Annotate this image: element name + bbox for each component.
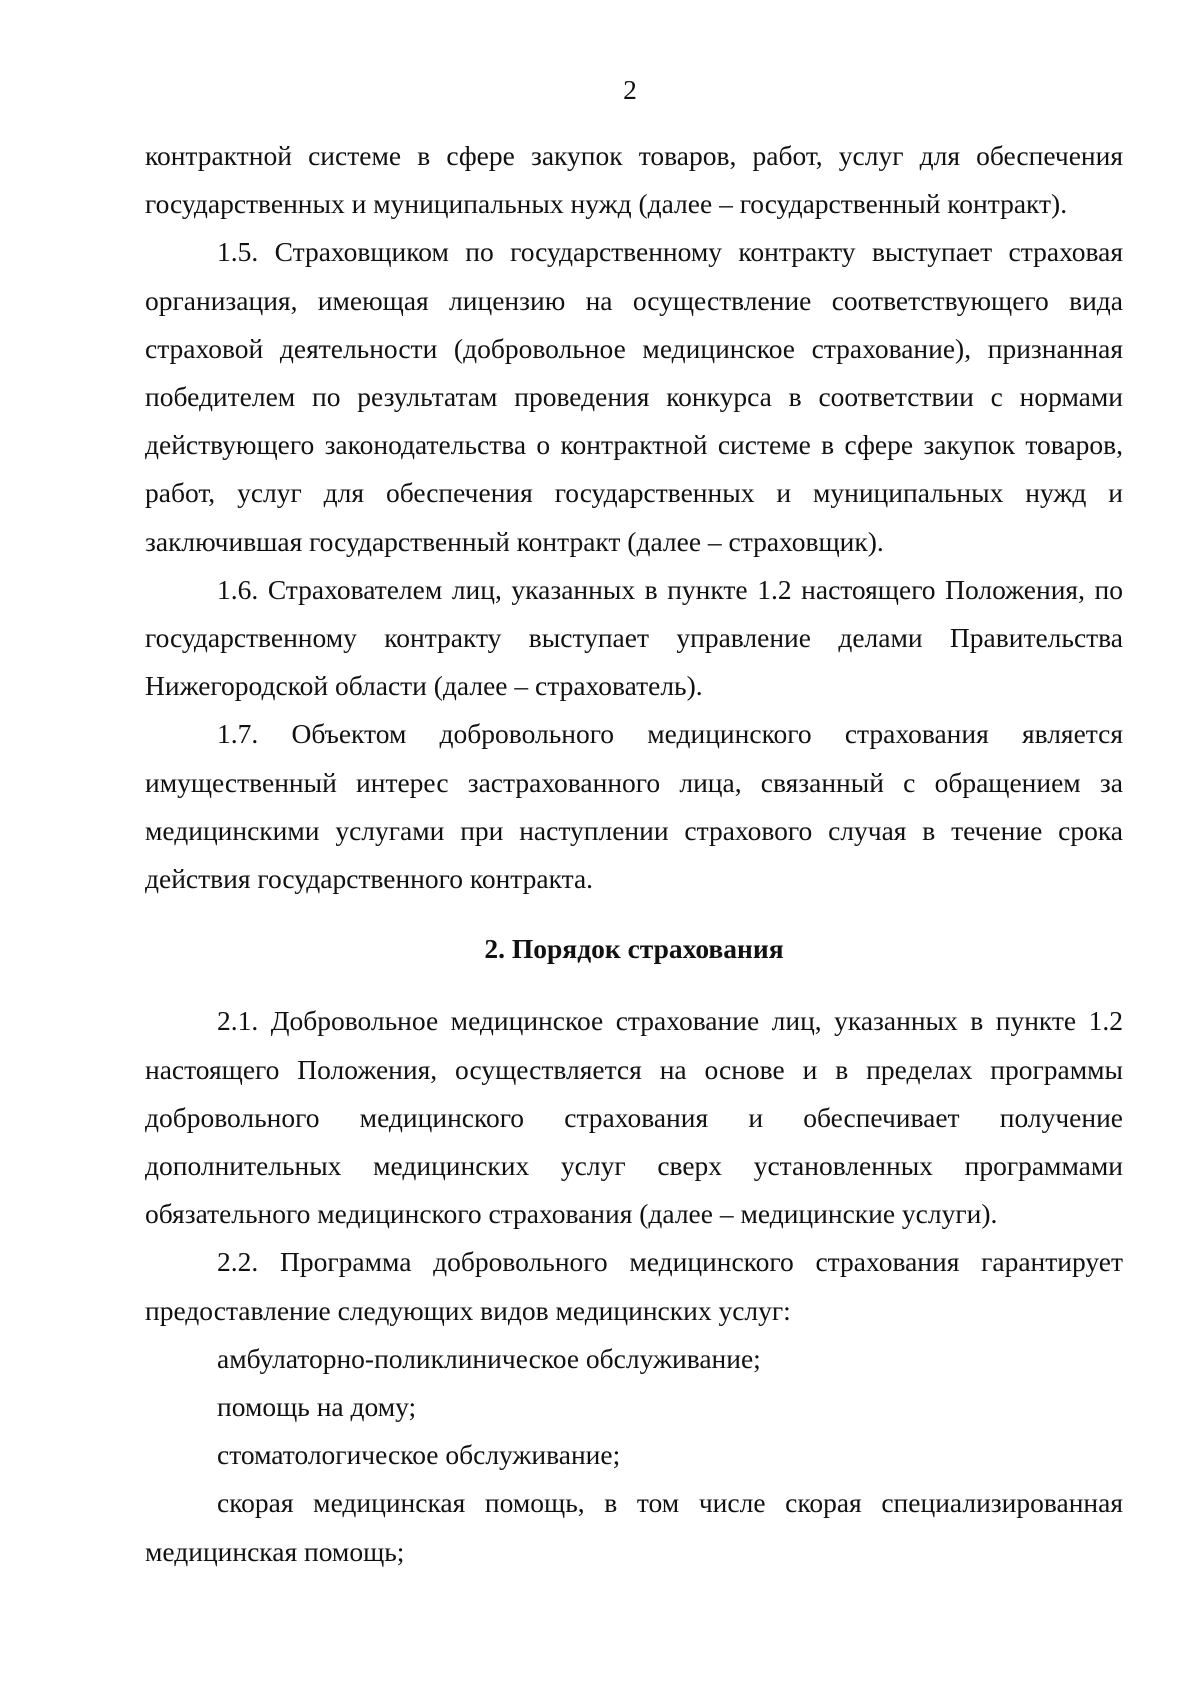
- paragraph-1-7: 1.7. Объектом добровольного медицинского страхования является имущественный интерес застрахованного лица, связанный с обращением за медицинскими услугами при наступлении страхового случая в течение срока действия государственного контракта.: [145, 718, 1123, 895]
- section-heading: 2. Порядок страхования: [484, 933, 784, 965]
- paragraph-2-1: 2.1. Добровольное медицинское страхование лиц, указанных в пункте 1.2 настоящего Положения, осуществляется на основе и в пределах программы добровольного медицинского страхования и обеспечивает получение дополнительных медицинских услуг сверх установленных программами обязательного медицинского страхования (далее – медицинские услуги).: [145, 1005, 1123, 1230]
- paragraph-1-5: 1.5. Страховщиком по государственному контракту выступает страховая организация, имеющая лицензию на осуществление соответствующего вида страховой деятельности (добровольное медицинское страхование), признанная победителем по результатам проведения конкурса в соответствии с нормами действующего законодательства о контрактной системе в сфере закупок товаров, работ, услуг для обеспечения государственных и муниципальных нужд и заключившая государственный контракт (далее – страховщик).: [145, 236, 1123, 557]
- document-body: [145, 132, 1123, 1576]
- page-number: 2: [623, 74, 637, 105]
- service-item-home-care: помощь на дому;: [217, 1391, 417, 1423]
- paragraph-continuation: контрактной системе в сфере закупок товаров, работ, услуг для обеспечения государственных и муниципальных нужд (далее – государственный контракт).: [145, 140, 1123, 220]
- service-item-dental: стоматологическое обслуживание;: [217, 1439, 621, 1471]
- service-item-emergency: скорая медицинская помощь, в том числе скорая специализированная медицинская помощь;: [145, 1487, 1123, 1567]
- service-item-outpatient: амбулаторно-поликлиническое обслуживание;: [217, 1342, 761, 1374]
- paragraph-2-2: 2.2. Программа добровольного медицинского страхования гарантирует предоставление следующих видов медицинских услуг:: [145, 1246, 1123, 1326]
- paragraph-1-6: 1.6. Страхователем лиц, указанных в пункте 1.2 настоящего Положения, по государственному контракту выступает управление делами Правительства Нижегородской области (далее – страхователь).: [145, 573, 1123, 702]
